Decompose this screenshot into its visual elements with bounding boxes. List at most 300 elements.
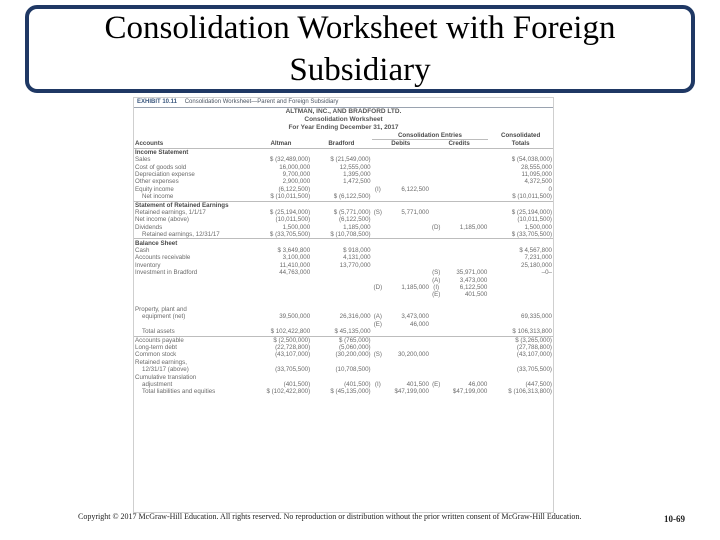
account-cell: Equity income xyxy=(135,185,174,193)
altman-cell: $ (25,194,000) xyxy=(269,209,311,216)
credit-ref-cell xyxy=(430,201,443,209)
debit-ref-cell xyxy=(372,216,385,223)
table-row xyxy=(134,178,553,185)
altman-cell: (22,728,800) xyxy=(275,344,311,352)
credit-ref-cell xyxy=(430,148,443,156)
account-cell: Balance Sheet xyxy=(135,239,178,247)
debit-cell xyxy=(384,171,430,178)
table-row xyxy=(134,209,553,216)
altman-cell: $ (10,011,500) xyxy=(251,193,311,201)
credit-cell xyxy=(442,321,488,328)
debit-cell xyxy=(384,262,430,269)
bradford-cell: $ 918,000 xyxy=(343,246,371,254)
table-row xyxy=(134,388,553,395)
debit-cell xyxy=(384,344,430,351)
altman-cell xyxy=(251,291,311,298)
altman-cell xyxy=(251,306,311,313)
altman-cell: 16,000,000 xyxy=(279,163,311,171)
table-row xyxy=(134,291,553,298)
bradford-cell xyxy=(311,148,371,156)
table-row xyxy=(134,344,553,351)
credit-cell: 401,500 xyxy=(464,291,488,299)
credit-ref-cell xyxy=(430,366,443,373)
consolidated-cell: 7,231,000 xyxy=(524,254,552,262)
credit-cell xyxy=(442,201,488,209)
debit-ref-cell xyxy=(372,178,385,185)
bradford-cell: $ (765,000) xyxy=(338,336,371,344)
debit-ref-cell: (I) xyxy=(374,380,381,388)
bradford-cell: 26,316,000 xyxy=(339,313,371,321)
account-cell: adjustment xyxy=(142,380,173,388)
consolidated-cell: 11,095,000 xyxy=(521,171,552,179)
credit-cell xyxy=(442,344,488,351)
altman-cell: 3,100,000 xyxy=(282,254,311,262)
debit-ref-cell xyxy=(372,374,385,381)
debit-cell xyxy=(384,156,430,163)
table-row xyxy=(134,148,553,156)
table-row xyxy=(134,276,553,283)
credit-cell xyxy=(442,247,488,254)
debit-ref-cell xyxy=(372,239,385,247)
credit-cell: 3,473,000 xyxy=(459,276,488,284)
credit-ref-cell xyxy=(430,306,443,313)
account-cell: Net income (above) xyxy=(135,216,189,224)
table-row xyxy=(134,269,553,276)
debit-cell xyxy=(384,231,430,239)
credit-ref-cell: (I) xyxy=(433,283,440,291)
credit-cell xyxy=(442,359,488,366)
consolidated-cell: (33,705,500) xyxy=(516,366,552,374)
consolidated-cell xyxy=(488,306,553,313)
debit-ref-cell: (E) xyxy=(373,320,382,328)
altman-cell: (10,011,500) xyxy=(275,216,311,224)
bradford-cell: $ (10,708,500) xyxy=(311,231,371,239)
debit-ref-cell xyxy=(372,262,385,269)
consolidated-cell: –0– xyxy=(541,269,552,277)
credit-cell xyxy=(442,239,488,247)
altman-cell: 39,500,000 xyxy=(279,313,311,321)
altman-cell: $ (33,705,500) xyxy=(251,231,311,239)
account-cell: Net income xyxy=(134,193,251,201)
bradford-cell: $ (6,122,500) xyxy=(311,193,371,201)
credit-ref-cell: (E) xyxy=(432,291,441,299)
altman-cell xyxy=(251,148,311,156)
exhibit-worksheet xyxy=(133,97,554,513)
debit-ref-cell xyxy=(372,306,385,313)
debit-cell xyxy=(384,201,430,209)
account-cell xyxy=(134,321,251,328)
credit-ref-cell xyxy=(430,388,443,395)
consolidated-header: Consolidated xyxy=(501,132,541,140)
account-cell: Inventory xyxy=(135,261,161,269)
credit-cell xyxy=(442,262,488,269)
altman-cell: (43,107,000) xyxy=(275,351,311,359)
debit-cell xyxy=(384,164,430,171)
bradford-cell: (30,200,000) xyxy=(335,351,371,359)
altman-cell: 9,700,000 xyxy=(282,171,311,179)
credit-ref-cell xyxy=(430,164,443,171)
consolidated-cell: (27,788,800) xyxy=(516,344,552,352)
debit-cell xyxy=(384,193,430,201)
altman-cell: $ (32,489,000) xyxy=(269,156,311,164)
consolidated-cell: $ (10,011,500) xyxy=(488,193,553,201)
table-row xyxy=(134,313,553,320)
credit-ref-cell xyxy=(430,351,443,358)
altman-cell: (6,122,500) xyxy=(278,185,311,193)
altman-cell: $ (2,500,000) xyxy=(273,336,311,344)
consolidated-cell: $ (25,194,000) xyxy=(511,209,552,216)
debit-cell xyxy=(384,299,430,306)
consolidated-cell: 1,500,000 xyxy=(524,223,552,231)
consolidated-cell xyxy=(488,359,553,366)
consolidated-cell: (447,500) xyxy=(525,380,552,388)
account-cell: Retained earnings, xyxy=(135,358,187,366)
altman-cell: 44,763,000 xyxy=(279,269,311,277)
altman-header: Altman xyxy=(251,140,311,148)
account-cell: Long-term debt xyxy=(135,344,177,352)
company-header xyxy=(134,108,553,132)
page-number: 10-69 xyxy=(664,514,685,524)
debits-header: Debits xyxy=(372,140,430,148)
bradford-cell: $ 45,135,000 xyxy=(311,328,371,336)
account-cell xyxy=(134,299,251,306)
table-row xyxy=(134,328,553,336)
account-cell: Sales xyxy=(135,156,151,164)
bradford-cell xyxy=(311,276,371,283)
debit-ref-cell xyxy=(372,164,385,171)
table-row xyxy=(134,186,553,193)
debit-cell: 401,500 xyxy=(406,380,429,388)
credit-cell xyxy=(442,156,488,163)
debit-cell xyxy=(384,336,430,344)
credit-ref-cell xyxy=(430,209,443,216)
copyright-footer: Copyright © 2017 McGraw-Hill Education. All rights reserved. No reproduction or distribution without the prior written consent of McGraw-Hill Education. xyxy=(78,512,582,521)
worksheet-period: For Year Ending December 31, 2017 xyxy=(288,124,399,131)
credit-ref-cell xyxy=(430,193,443,201)
column-header xyxy=(134,140,553,148)
debit-ref-cell xyxy=(372,171,385,178)
account-cell xyxy=(134,276,251,283)
credit-ref-cell xyxy=(430,186,443,193)
credit-cell: 6,122,500 xyxy=(459,283,488,291)
table-row xyxy=(134,381,553,388)
debit-cell xyxy=(384,328,430,336)
credit-ref-cell: (S) xyxy=(432,269,441,277)
credit-ref-cell xyxy=(430,374,443,381)
bradford-cell: 1,395,000 xyxy=(343,171,371,179)
debit-cell: 46,000 xyxy=(410,320,429,328)
bradford-cell xyxy=(311,269,371,276)
account-cell: equipment (net) xyxy=(142,313,186,321)
slide-title: Consolidation Worksheet with Foreign Subsidiary xyxy=(104,10,616,88)
debit-cell xyxy=(384,359,430,366)
debit-ref-cell xyxy=(372,254,385,261)
consolidated-cell: $ (106,313,800) xyxy=(508,388,552,396)
credit-cell: 35,971,000 xyxy=(456,269,488,277)
account-cell: Accounts receivable xyxy=(135,254,191,262)
consolidated-cell: $ (3,265,000) xyxy=(515,336,552,344)
debit-cell: $47,199,000 xyxy=(394,388,429,396)
table-row xyxy=(134,321,553,328)
debit-cell xyxy=(384,374,430,381)
debit-cell xyxy=(384,276,430,283)
bradford-cell: $ (21,549,000) xyxy=(330,156,371,164)
credit-ref-cell xyxy=(430,299,443,306)
table-row xyxy=(134,171,553,178)
credit-ref-cell xyxy=(430,216,443,223)
debit-ref-cell xyxy=(372,366,385,373)
table-row xyxy=(134,262,553,269)
credit-ref-cell xyxy=(430,313,443,320)
table-row xyxy=(134,336,553,344)
credit-ref-cell xyxy=(430,336,443,344)
table-row xyxy=(134,359,553,366)
debit-cell: 6,122,500 xyxy=(401,185,429,193)
credit-ref-cell xyxy=(430,247,443,254)
debit-ref-cell: (I) xyxy=(374,185,381,193)
debit-ref-cell xyxy=(372,299,385,306)
debit-ref-cell xyxy=(372,156,385,163)
debit-ref-cell xyxy=(372,247,385,254)
debit-cell xyxy=(384,148,430,156)
exhibit-label: EXHIBIT 10.11 xyxy=(137,99,178,105)
totals-header: Totals xyxy=(488,140,553,148)
credit-ref-cell xyxy=(430,171,443,178)
bradford-cell: (5,060,000) xyxy=(338,344,371,352)
debit-ref-cell xyxy=(372,291,385,298)
accounts-header: Accounts xyxy=(134,140,251,148)
debit-cell xyxy=(384,247,430,254)
altman-cell: 1,500,000 xyxy=(282,223,311,231)
bradford-cell xyxy=(311,284,371,291)
credit-ref-cell xyxy=(430,344,443,351)
credit-cell xyxy=(442,366,488,373)
consolidated-cell: $ (54,038,000) xyxy=(511,156,552,164)
table-row xyxy=(134,374,553,381)
bradford-cell: (401,500) xyxy=(344,380,371,388)
credit-cell xyxy=(442,209,488,216)
bradford-cell: 13,770,000 xyxy=(339,261,371,269)
table-row xyxy=(134,216,553,223)
credit-ref-cell xyxy=(430,178,443,185)
credit-ref-cell xyxy=(430,321,443,328)
account-cell: Total liabilities and equities xyxy=(142,388,216,396)
credit-cell xyxy=(442,351,488,358)
bradford-cell: (6,122,500) xyxy=(338,216,371,224)
credit-ref-cell: (D) xyxy=(431,223,441,231)
consolidated-cell: 69,335,000 xyxy=(521,313,552,321)
bradford-cell: $ (45,135,000) xyxy=(330,388,371,396)
bradford-cell: (10,708,500) xyxy=(335,366,371,374)
bradford-cell xyxy=(311,299,371,306)
consolidated-cell xyxy=(488,201,553,209)
credit-cell xyxy=(442,336,488,344)
credit-cell: 46,000 xyxy=(468,380,488,388)
debit-cell xyxy=(384,306,430,313)
credit-ref-cell xyxy=(430,262,443,269)
consolidated-cell: 4,372,500 xyxy=(524,178,552,186)
table-row xyxy=(134,156,553,163)
account-cell: Retained earnings, 1/1/17 xyxy=(135,209,206,216)
debit-ref-cell: (A) xyxy=(373,313,382,321)
worksheet-table xyxy=(134,132,553,396)
consolidated-cell xyxy=(488,321,553,328)
debit-cell: 5,771,000 xyxy=(401,209,429,216)
account-cell: Common stock xyxy=(135,351,177,359)
exhibit-header xyxy=(134,98,553,108)
altman-cell xyxy=(251,239,311,247)
account-cell xyxy=(134,291,251,298)
table-row xyxy=(134,306,553,313)
credit-cell xyxy=(442,216,488,223)
altman-cell: $ 102,422,800 xyxy=(251,328,311,336)
debit-cell xyxy=(384,239,430,247)
debit-ref-cell: (S) xyxy=(373,209,382,216)
credits-header: Credits xyxy=(430,140,488,148)
credit-ref-cell xyxy=(430,231,443,239)
credit-cell xyxy=(442,328,488,336)
debit-ref-cell xyxy=(372,231,385,239)
account-cell: Total assets xyxy=(134,328,251,336)
credit-ref-cell xyxy=(430,254,443,261)
consolidated-cell: 0 xyxy=(548,185,552,193)
table-row xyxy=(134,164,553,171)
credit-ref-cell xyxy=(430,239,443,247)
debit-cell: 30,200,000 xyxy=(397,351,429,359)
bradford-header: Bradford xyxy=(311,140,371,148)
account-cell: Cost of goods sold xyxy=(135,163,187,171)
credit-ref-cell: (A) xyxy=(432,276,441,284)
credit-ref-cell xyxy=(430,359,443,366)
altman-cell xyxy=(251,359,311,366)
credit-cell: $47,199,000 xyxy=(452,388,488,396)
altman-cell xyxy=(251,321,311,328)
account-cell: Income Statement xyxy=(135,148,189,156)
bradford-cell xyxy=(311,359,371,366)
consolidated-cell: 25,180,000 xyxy=(521,261,552,269)
consolidated-cell: $ 106,313,800 xyxy=(488,328,553,336)
bradford-cell: 1,472,500 xyxy=(343,178,371,186)
debit-ref-cell xyxy=(372,148,385,156)
credit-cell xyxy=(442,186,488,193)
debit-cell xyxy=(384,216,430,223)
account-cell xyxy=(134,284,251,291)
debit-ref-cell xyxy=(372,388,385,395)
account-cell: Retained earnings, 12/31/17 xyxy=(134,231,251,239)
account-cell: Dividends xyxy=(135,223,163,231)
debit-cell xyxy=(384,224,430,231)
altman-cell: (401,500) xyxy=(283,380,311,388)
credit-ref-cell: (E) xyxy=(432,380,441,388)
debit-ref-cell xyxy=(372,344,385,351)
table-row xyxy=(134,201,553,209)
bradford-cell: 1,185,000 xyxy=(343,223,371,231)
bradford-cell: 12,555,000 xyxy=(339,163,371,171)
debit-ref-cell xyxy=(372,224,385,231)
credit-cell xyxy=(442,299,488,306)
consolidated-cell: (43,107,000) xyxy=(516,351,552,359)
bradford-cell xyxy=(311,321,371,328)
consolidated-cell xyxy=(488,284,553,291)
altman-cell: (33,705,500) xyxy=(275,366,311,374)
bradford-cell: 4,131,000 xyxy=(343,254,371,262)
account-cell: Accounts payable xyxy=(135,336,184,344)
credit-cell xyxy=(442,231,488,239)
account-cell: Property, plant and xyxy=(135,306,187,314)
credit-cell xyxy=(442,254,488,261)
table-row xyxy=(134,224,553,231)
table-row xyxy=(134,284,553,291)
credit-cell xyxy=(442,193,488,201)
column-group-header xyxy=(134,132,553,140)
debit-cell xyxy=(384,291,430,298)
debit-ref-cell: (S) xyxy=(373,351,382,359)
table-row xyxy=(134,366,553,373)
bradford-cell xyxy=(311,374,371,381)
consolidated-cell: $ 4,567,800 xyxy=(519,246,552,254)
table-row xyxy=(134,299,553,306)
credit-ref-cell xyxy=(430,328,443,336)
debit-ref-cell xyxy=(372,328,385,336)
credit-cell: 1,185,000 xyxy=(459,223,488,231)
debit-ref-cell xyxy=(372,193,385,201)
worksheet-title: Consolidation Worksheet xyxy=(304,116,383,123)
altman-cell: 2,900,000 xyxy=(282,178,311,186)
consolidated-cell xyxy=(488,291,553,298)
account-cell: Other expenses xyxy=(135,178,179,186)
consolidated-cell: $ (33,705,500) xyxy=(488,231,553,239)
account-cell: Investment in Bradford xyxy=(135,269,198,277)
credit-cell xyxy=(442,148,488,156)
debit-cell: 3,473,000 xyxy=(401,313,429,321)
altman-cell xyxy=(251,299,311,306)
exhibit-caption: Consolidation Worksheet—Parent and Foreign Subsidiary xyxy=(184,99,339,105)
account-cell: Depreciation expense xyxy=(135,171,195,179)
credit-cell xyxy=(442,374,488,381)
table-row xyxy=(134,193,553,201)
credit-ref-cell xyxy=(430,156,443,163)
altman-cell xyxy=(251,284,311,291)
debit-ref-cell xyxy=(372,359,385,366)
altman-cell xyxy=(251,201,311,209)
credit-cell xyxy=(442,313,488,320)
table-row xyxy=(134,247,553,254)
altman-cell: 11,410,000 xyxy=(279,261,311,269)
consolidated-cell xyxy=(488,148,553,156)
consolidated-cell xyxy=(488,276,553,283)
table-row xyxy=(134,239,553,247)
bradford-cell xyxy=(311,291,371,298)
debit-cell xyxy=(384,178,430,185)
debit-ref-cell xyxy=(372,269,385,276)
consolidated-cell xyxy=(488,239,553,247)
account-cell: Cash xyxy=(135,246,150,254)
table-row xyxy=(134,254,553,261)
account-cell: 12/31/17 (above) xyxy=(142,366,189,374)
credit-cell xyxy=(442,171,488,178)
consolidated-cell xyxy=(488,299,553,306)
altman-cell: $ (102,422,800) xyxy=(266,388,311,396)
credit-cell xyxy=(442,178,488,185)
bradford-cell xyxy=(311,201,371,209)
entries-group-header: Consolidation Entries xyxy=(372,132,489,140)
debit-ref-cell: (D) xyxy=(373,283,383,291)
bradford-cell xyxy=(311,239,371,247)
debit-cell xyxy=(384,366,430,373)
credit-cell xyxy=(442,164,488,171)
debit-cell xyxy=(384,254,430,261)
consolidated-cell xyxy=(488,374,553,381)
